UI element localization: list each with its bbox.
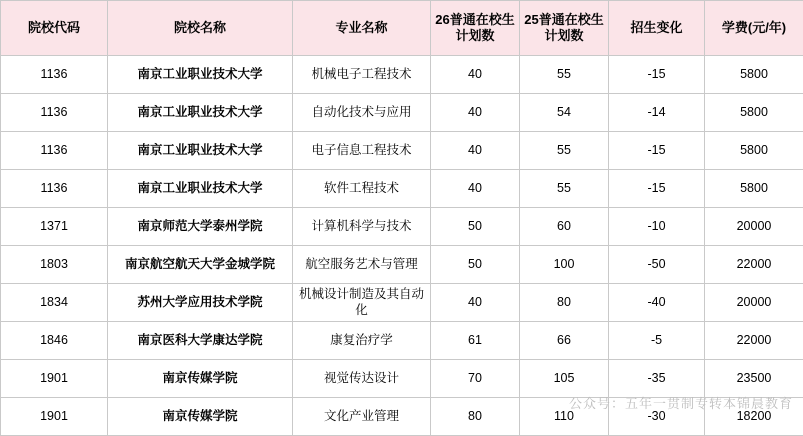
cell-plan25: 55 xyxy=(520,132,609,170)
cell-change: -10 xyxy=(609,208,705,246)
cell-code: 1846 xyxy=(1,322,108,360)
column-header-change: 招生变化 xyxy=(609,1,705,56)
column-header-school: 院校名称 xyxy=(108,1,293,56)
cell-plan25: 55 xyxy=(520,170,609,208)
table-row xyxy=(1,208,803,246)
cell-school: 南京航空航天大学金城学院 xyxy=(108,246,293,284)
table-row xyxy=(1,132,803,170)
cell-major: 机械设计制造及其自动化 xyxy=(293,284,431,322)
cell-plan26: 50 xyxy=(431,246,520,284)
table-row xyxy=(1,322,803,360)
cell-school: 南京工业职业技术大学 xyxy=(108,94,293,132)
cell-major: 软件工程技术 xyxy=(293,170,431,208)
cell-school: 南京医科大学康达学院 xyxy=(108,322,293,360)
cell-plan25: 60 xyxy=(520,208,609,246)
cell-tuition: 18200 xyxy=(705,398,803,436)
cell-code: 1136 xyxy=(1,56,108,94)
table-row xyxy=(1,246,803,284)
watermark: 公众号：五年一贯制专转本锦晨教育 xyxy=(569,393,793,412)
cell-code: 1901 xyxy=(1,398,108,436)
table-row xyxy=(1,56,803,94)
cell-school: 南京传媒学院 xyxy=(108,360,293,398)
cell-change: -35 xyxy=(609,360,705,398)
cell-change: -5 xyxy=(609,322,705,360)
cell-change: -40 xyxy=(609,284,705,322)
cell-code: 1136 xyxy=(1,170,108,208)
column-header-code: 院校代码 xyxy=(1,1,108,56)
cell-school: 南京师范大学泰州学院 xyxy=(108,208,293,246)
cell-code: 1803 xyxy=(1,246,108,284)
table-row xyxy=(1,398,803,436)
cell-plan26: 40 xyxy=(431,56,520,94)
cell-major: 文化产业管理 xyxy=(293,398,431,436)
cell-major: 视觉传达设计 xyxy=(293,360,431,398)
cell-plan26: 40 xyxy=(431,132,520,170)
column-header-plan25: 25普通在校生计划数 xyxy=(520,1,609,56)
cell-major: 自动化技术与应用 xyxy=(293,94,431,132)
cell-plan25: 55 xyxy=(520,56,609,94)
column-header-tuition: 学费(元/年) xyxy=(705,1,803,56)
cell-school: 苏州大学应用技术学院 xyxy=(108,284,293,322)
table-row xyxy=(1,360,803,398)
column-header-major: 专业名称 xyxy=(293,1,431,56)
column-header-plan26: 26普通在校生计划数 xyxy=(431,1,520,56)
table-row xyxy=(1,94,803,132)
cell-plan25: 110 xyxy=(520,398,609,436)
cell-change: -14 xyxy=(609,94,705,132)
cell-major: 航空服务艺术与管理 xyxy=(293,246,431,284)
cell-plan26: 50 xyxy=(431,208,520,246)
table-header-row xyxy=(1,1,803,56)
cell-major: 电子信息工程技术 xyxy=(293,132,431,170)
cell-change: -15 xyxy=(609,56,705,94)
cell-tuition: 5800 xyxy=(705,170,803,208)
cell-plan25: 66 xyxy=(520,322,609,360)
cell-code: 1136 xyxy=(1,94,108,132)
cell-plan25: 105 xyxy=(520,360,609,398)
cell-school: 南京工业职业技术大学 xyxy=(108,56,293,94)
cell-tuition: 22000 xyxy=(705,322,803,360)
cell-change: -15 xyxy=(609,132,705,170)
cell-code: 1834 xyxy=(1,284,108,322)
cell-major: 机械电子工程技术 xyxy=(293,56,431,94)
cell-major: 计算机科学与技术 xyxy=(293,208,431,246)
cell-plan25: 54 xyxy=(520,94,609,132)
cell-major: 康复治疗学 xyxy=(293,322,431,360)
cell-school: 南京传媒学院 xyxy=(108,398,293,436)
cell-tuition: 20000 xyxy=(705,208,803,246)
cell-school: 南京工业职业技术大学 xyxy=(108,170,293,208)
cell-plan26: 40 xyxy=(431,94,520,132)
cell-tuition: 22000 xyxy=(705,246,803,284)
cell-tuition: 5800 xyxy=(705,132,803,170)
cell-tuition: 5800 xyxy=(705,56,803,94)
cell-change: -30 xyxy=(609,398,705,436)
cell-tuition: 23500 xyxy=(705,360,803,398)
cell-plan26: 61 xyxy=(431,322,520,360)
cell-plan26: 70 xyxy=(431,360,520,398)
table-row xyxy=(1,170,803,208)
cell-plan26: 40 xyxy=(431,284,520,322)
cell-plan26: 80 xyxy=(431,398,520,436)
cell-plan25: 80 xyxy=(520,284,609,322)
cell-school: 南京工业职业技术大学 xyxy=(108,132,293,170)
cell-change: -50 xyxy=(609,246,705,284)
cell-code: 1901 xyxy=(1,360,108,398)
cell-plan26: 40 xyxy=(431,170,520,208)
cell-plan25: 100 xyxy=(520,246,609,284)
cell-code: 1136 xyxy=(1,132,108,170)
cell-change: -15 xyxy=(609,170,705,208)
cell-code: 1371 xyxy=(1,208,108,246)
cell-tuition: 20000 xyxy=(705,284,803,322)
table-row xyxy=(1,284,803,322)
cell-tuition: 5800 xyxy=(705,94,803,132)
